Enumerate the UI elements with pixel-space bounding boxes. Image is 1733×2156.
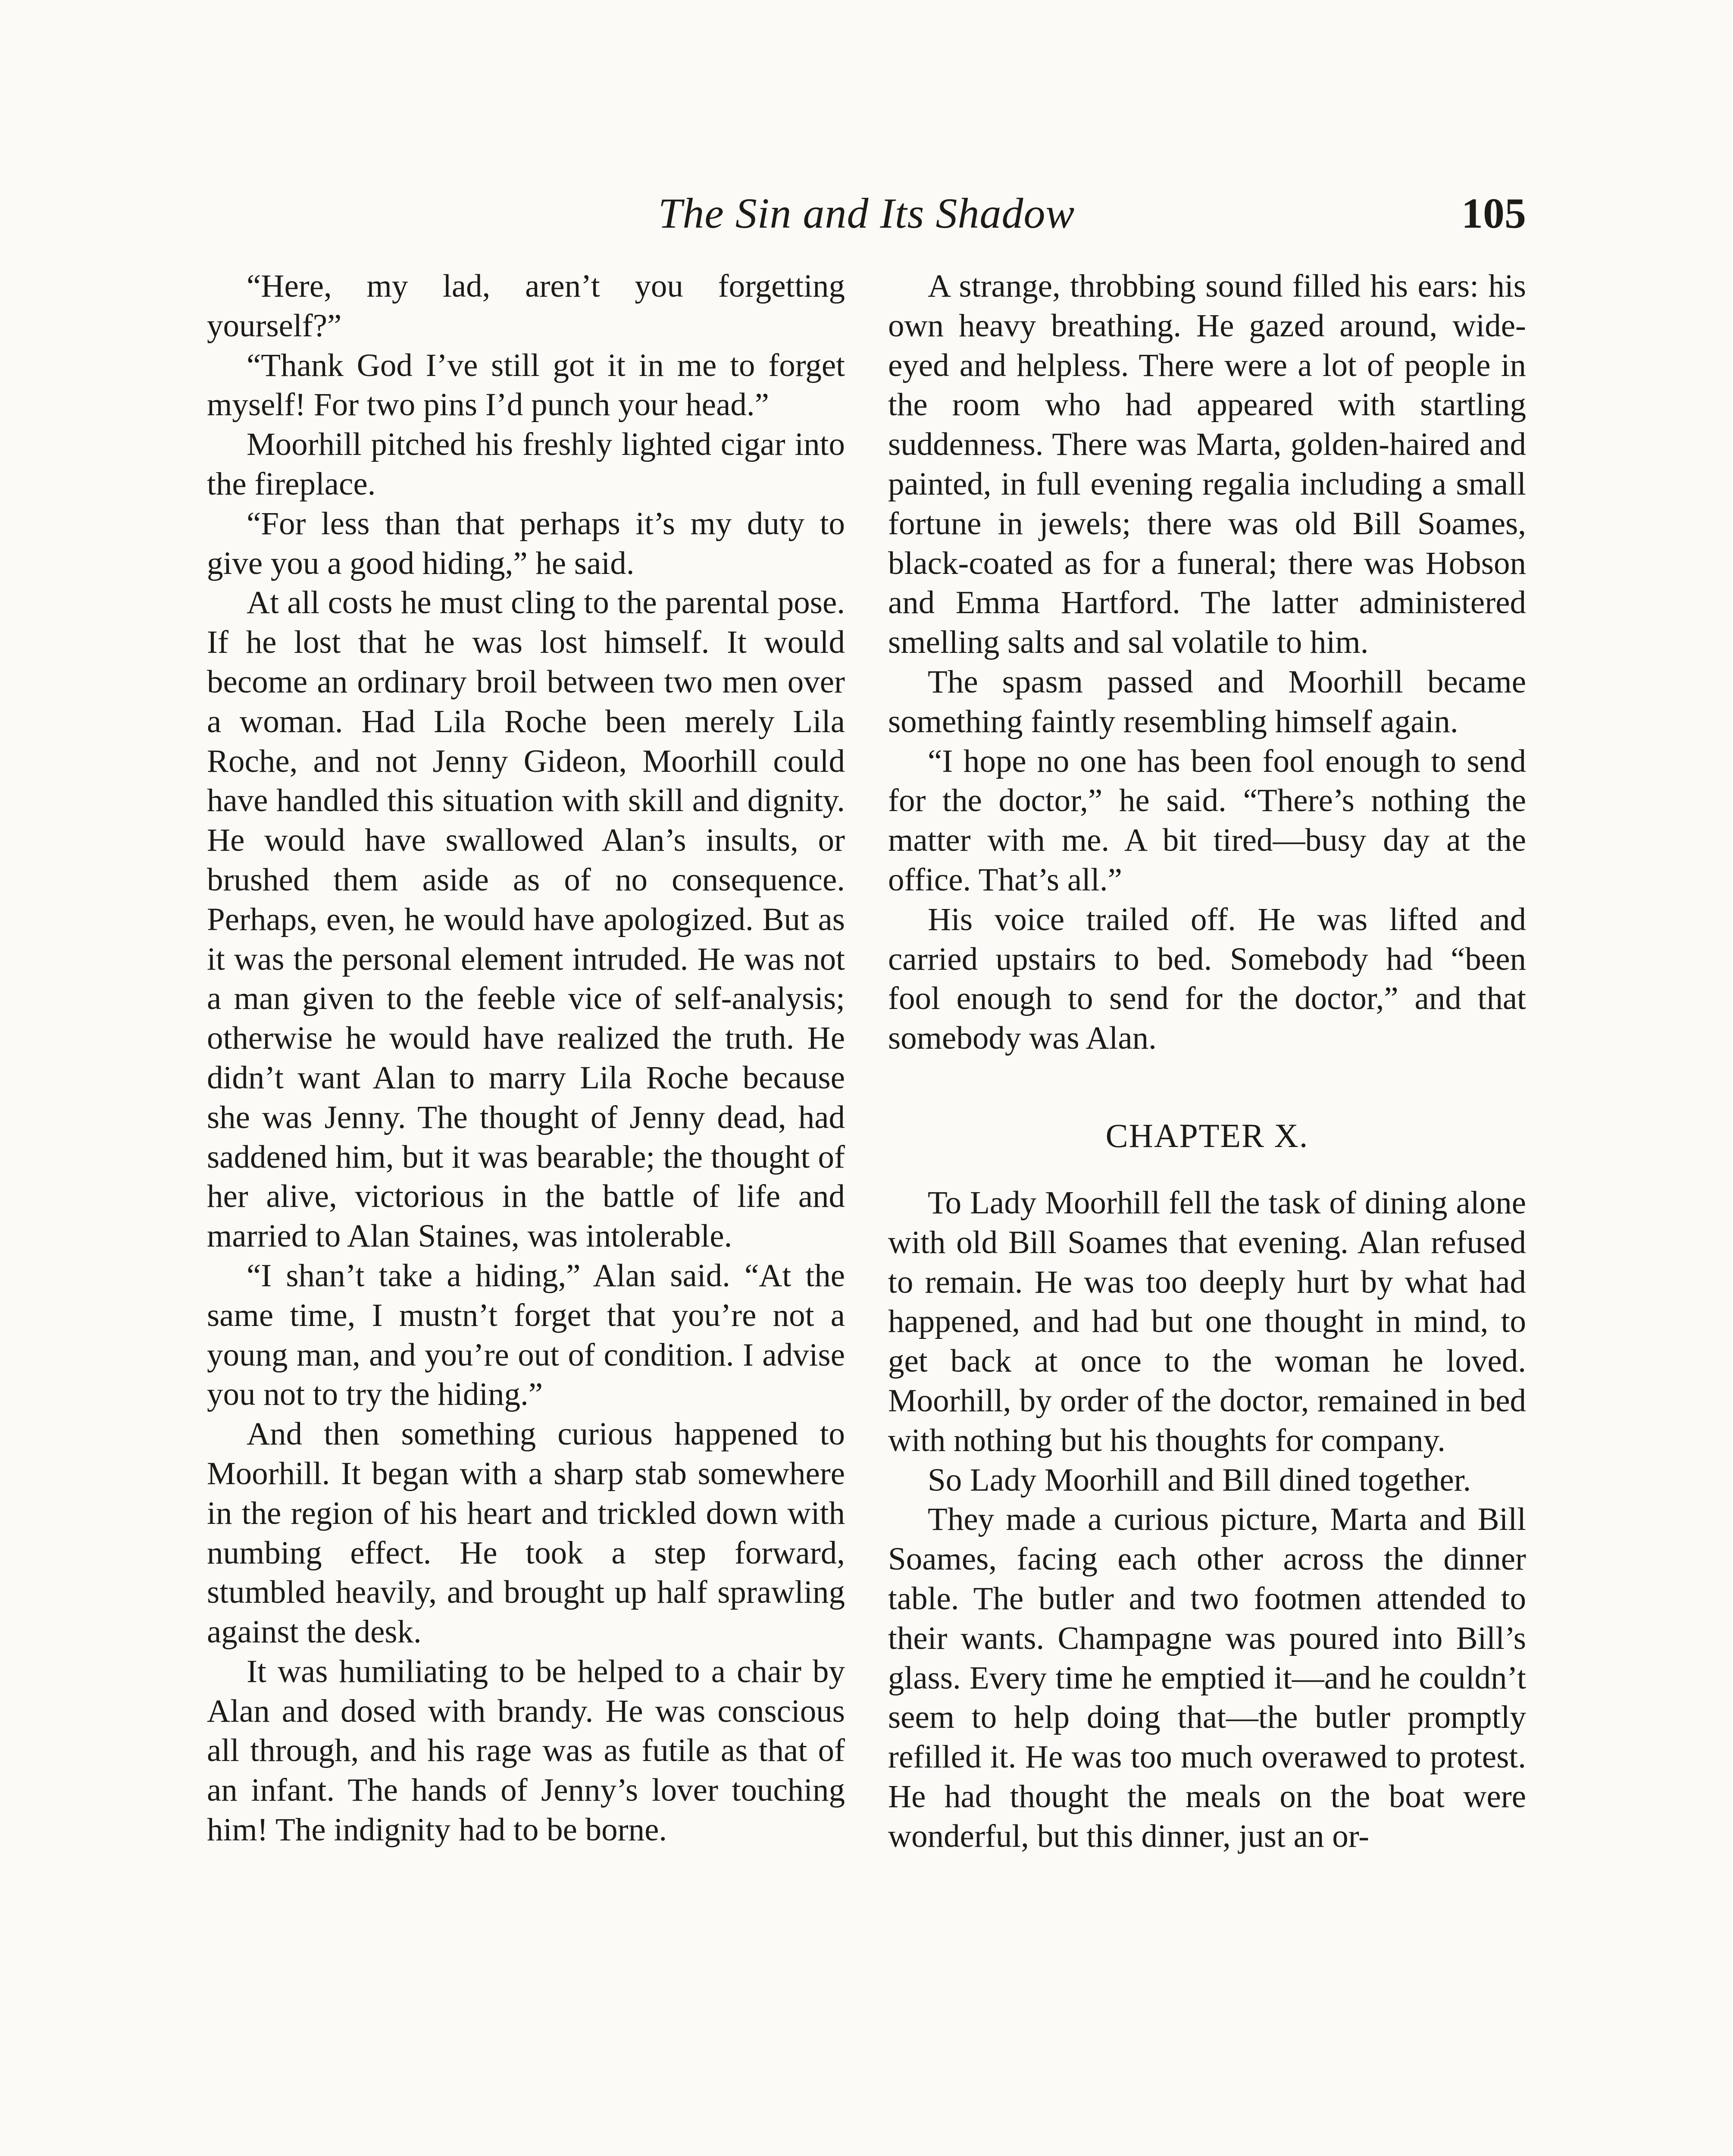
chapter-heading: CHAPTER X.	[1105, 1116, 1309, 1154]
paragraph: “Thank God I’ve still got it in me to forget myself! For two pins I’d punch your head.”	[207, 347, 845, 423]
page-number: 105	[1461, 189, 1526, 237]
paragraph: “I shan’t take a hiding,” Alan said. “At the same time, I mustn’t forget that you’re not a young man, and you’re out of condition. I advise you not to try the hiding.”	[207, 1257, 845, 1413]
paragraph: The spasm passed and Moorhill became something faintly resembling himself again.	[888, 664, 1526, 740]
running-title: The Sin and Its Shadow	[658, 189, 1075, 237]
page-header	[207, 181, 1526, 246]
right-column	[888, 266, 1526, 1856]
paragraph: At all costs he must cling to the parental pose. If he lost that he was lost himself. It would become an ordinary broil between two men over a woman. Had Lila Roche been merely Lila Roche, and not Jenny Gideon, Moorhill could have handled this situation with skill and dignity. He would have swallowed Alan’s insults, or brushed them aside as of no consequence. Perhaps, even, he would have apologized. But as it was the personal element intruded. He was not a man given to the feeble vice of self-analysis; otherwise he would have realized the truth. He didn’t want Alan to marry Lila Roche because she was Jenny. The thought of Jenny dead, had saddened him, but it was bearable; the thought of her alive, victorious in the battle of life and married to Alan Staines, was intolerable.	[207, 585, 845, 1254]
left-column	[207, 266, 845, 1850]
paragraph: “I hope no one has been fool enough to send for the doctor,” he said. “There’s nothing the matter with me. A bit tired—busy day at the office. That’s all.”	[888, 743, 1526, 898]
paragraph: They made a curious picture, Marta and Bill Soames, facing each other across the dinner table. The butler and two footmen attended to their wants. Champagne was poured into Bill’s glass. Every time he emptied it—and he couldn’t seem to help doing that—the butler promptly refilled it. He was too much overawed to protest. He had thought the meals on the boat were wonderful, but this dinner, just an or-	[888, 1501, 1526, 1854]
paragraph: “Here, my lad, aren’t you forgetting yourself?”	[207, 268, 845, 344]
paragraph: “For less than that perhaps it’s my duty to give you a good hiding,” he said.	[207, 505, 845, 581]
paragraph: His voice trailed off. He was lifted and carried upstairs to bed. Somebody had “been fool enough to send for the doctor,” and that somebody was Alan.	[888, 901, 1526, 1056]
paragraph: To Lady Moorhill fell the task of dining alone with old Bill Soames that evening. Alan refused to remain. He was too deeply hurt by what had happened, and had but one thought in mind, to get back at once to the woman he loved. Moorhill, by order of the doctor, remained in bed with nothing but his thoughts for company.	[888, 1185, 1526, 1458]
paragraph: Moorhill pitched his freshly lighted cigar into the fireplace.	[207, 426, 845, 502]
paragraph: A strange, throbbing sound filled his ears: his own heavy breathing. He gazed around, wide-eyed and helpless. There were a lot of people in the room who had appeared with startling suddenness. There was Marta, golden-haired and painted, in full evening regalia including a small fortune in jewels; there was old Bill Soames, black-coated as for a funeral; there was Hobson and Emma Hartford. The latter administered smelling salts and sal volatile to him.	[888, 268, 1526, 661]
paragraph: It was humiliating to be helped to a chair by Alan and dosed with brandy. He was conscious all through, and his rage was as futile as that of an infant. The hands of Jenny’s lover touching him! The indignity had to be borne.	[207, 1653, 845, 1848]
paragraph: So Lady Moorhill and Bill dined together.	[928, 1462, 1471, 1498]
paragraph: And then something curious happened to Moorhill. It began with a sharp stab somewhere in the region of his heart and trickled down with numbing effect. He took a step forward, stumbled heavily, and brought up half sprawling against the desk.	[207, 1416, 845, 1650]
